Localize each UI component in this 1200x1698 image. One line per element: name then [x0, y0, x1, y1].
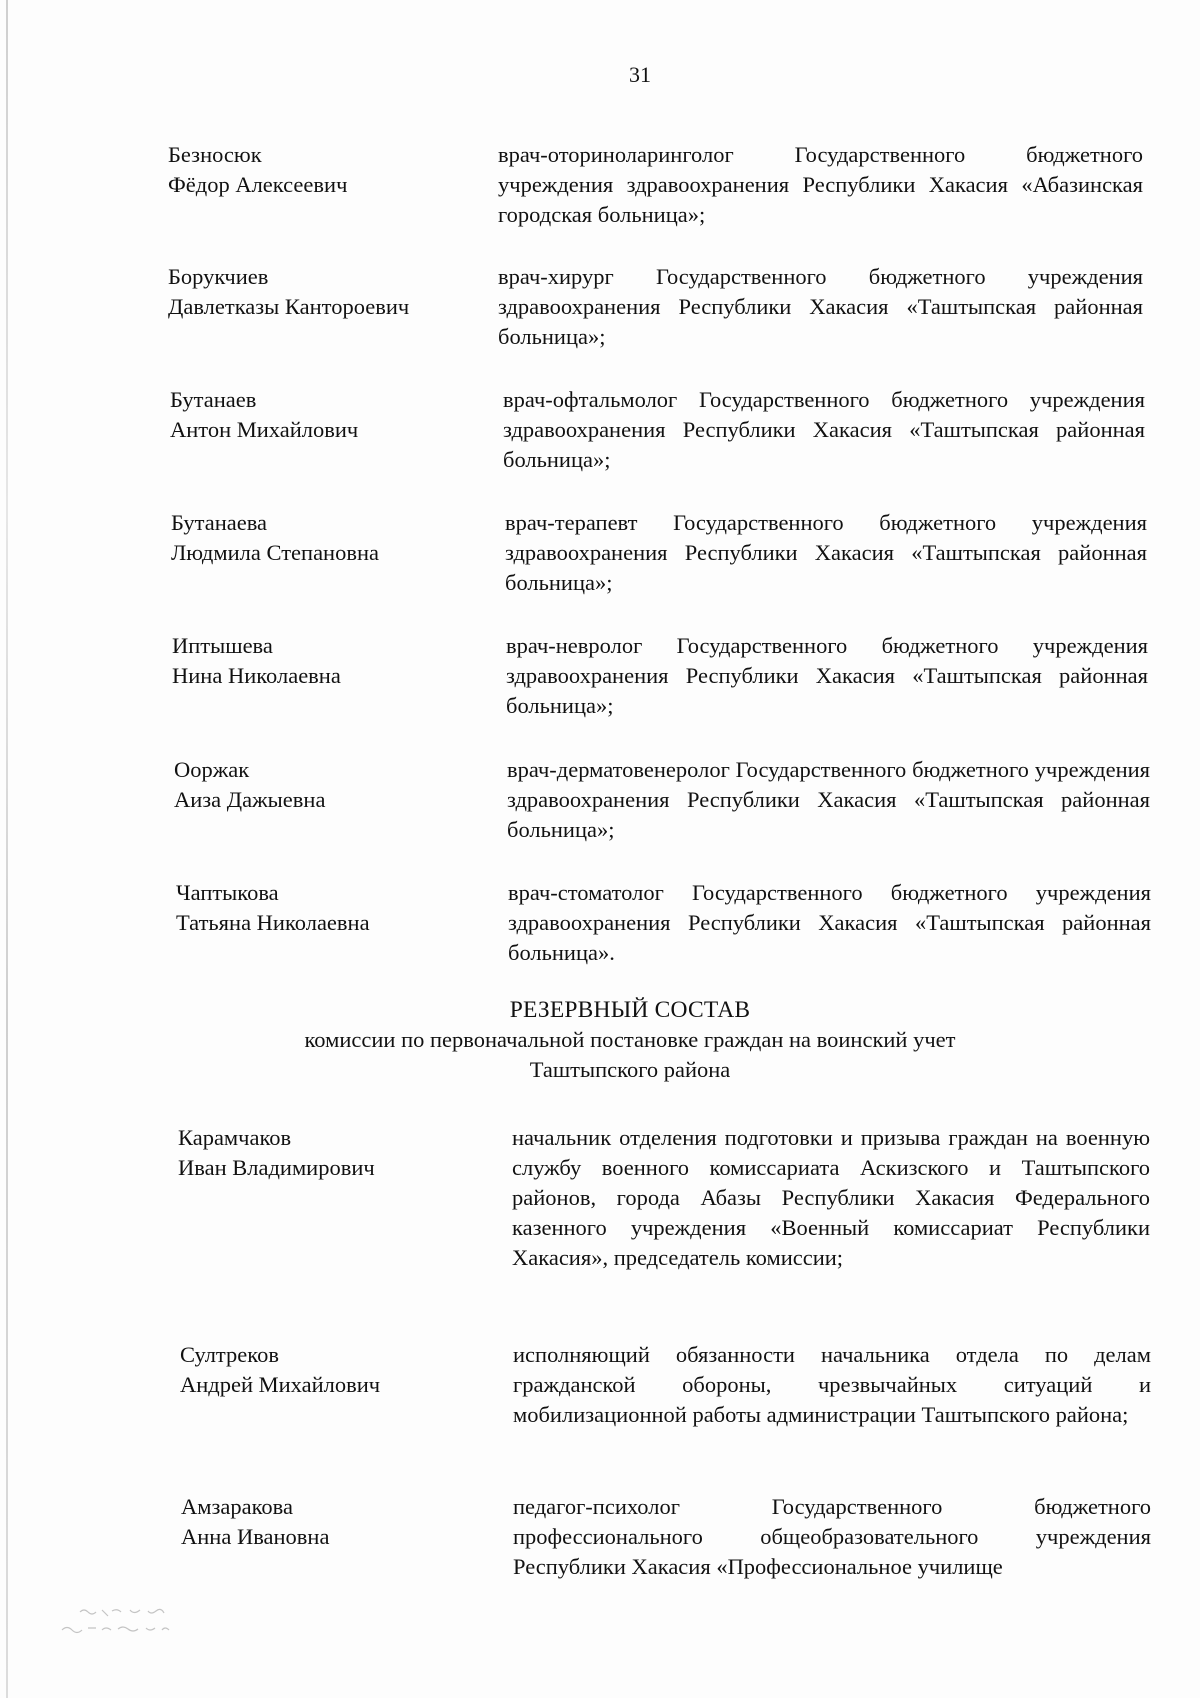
scan-left-edge	[6, 0, 8, 1698]
member-role: врач-дерматовенеролог Государственного бюджетного учреждения здравоохранения Республики Хакасия «Таштыпская районная больница»;	[507, 757, 1150, 842]
member-role: врач-терапевт Государственного бюджетного учреждения здравоохранения Республики Хакасия «Таштыпская районная больница»;	[505, 510, 1147, 595]
member-role: врач-стоматолог Государственного бюджетного учреждения здравоохранения Республики Хакасия «Таштыпская районная больница».	[508, 880, 1151, 965]
member-name: Безносюк Фёдор Алексеевич	[168, 142, 348, 197]
faint-stamp-mark	[58, 1604, 208, 1642]
reserve-member-entry	[180, 1340, 1155, 1470]
member-entry	[176, 878, 1151, 978]
member-name: Борукчиев Давлетказы Кантороевич	[168, 264, 410, 319]
member-role: врач-хирург Государственного бюджетного учреждения здравоохранения Республики Хакасия «Таштыпская районная больница»;	[498, 264, 1143, 349]
member-role: врач-офтальмолог Государственного бюджетного учреждения здравоохранения Республики Хакасия «Таштыпская районная больница»;	[503, 387, 1145, 472]
reserve-section-title	[250, 995, 1010, 1085]
reserve-heading: РЕЗЕРВНЫЙ СОСТАВ	[509, 997, 751, 1023]
member-role: исполняющий обязанности начальника отдела по делам гражданской обороны, чрезвычайных ситуаций и мобилизационной работы администрации Таштыпского района;	[513, 1342, 1151, 1427]
member-name: Амзаракова Анна Ивановна	[181, 1494, 330, 1549]
member-entry	[170, 385, 1145, 485]
member-entry	[168, 262, 1143, 362]
member-name: Карамчаков Иван Владимирович	[178, 1125, 375, 1180]
reserve-member-entry	[178, 1123, 1153, 1313]
member-role: начальник отделения подготовки и призыва граждан на военную службу военного комиссариата Аскизского и Таштыпского районов, города Абазы Республики Хакасия Федерального казенного учреждения «Военный комиссариат Республики Хакасия», председатель комиссии;	[512, 1125, 1150, 1270]
member-entry	[174, 755, 1149, 855]
reserve-member-entry	[181, 1492, 1156, 1592]
member-name: Ооржак Аиза Дажыевна	[174, 757, 326, 812]
member-role: врач-невролог Государственного бюджетного учреждения здравоохранения Республики Хакасия «Таштыпская районная больница»;	[506, 633, 1148, 718]
reserve-subtitle-line: комиссии по первоначальной постановке граждан на воинский учет	[304, 1027, 956, 1052]
member-name: Иптышева Нина Николаевна	[172, 633, 341, 688]
member-name: Бутанаев Антон Михайлович	[170, 387, 359, 442]
member-entry	[172, 631, 1147, 731]
member-entry	[171, 508, 1146, 608]
member-name: Чаптыкова Татьяна Николаевна	[176, 880, 370, 935]
reserve-subtitle-line: Таштыпского района	[529, 1057, 731, 1082]
member-entry	[168, 140, 1143, 240]
member-role: врач-оториноларинголог Государственного бюджетного учреждения здравоохранения Республики Хакасия «Абазинская городская больница»;	[498, 142, 1143, 227]
page-number: 31	[629, 62, 651, 87]
member-name: Бутанаева Людмила Степановна	[171, 510, 379, 565]
member-role: педагог-психолог Государственного бюджетного профессионального общеобразовательного учреждения Республики Хакасия «Профессиональное училище	[513, 1494, 1151, 1579]
member-name: Султреков Андрей Михайлович	[180, 1342, 381, 1397]
